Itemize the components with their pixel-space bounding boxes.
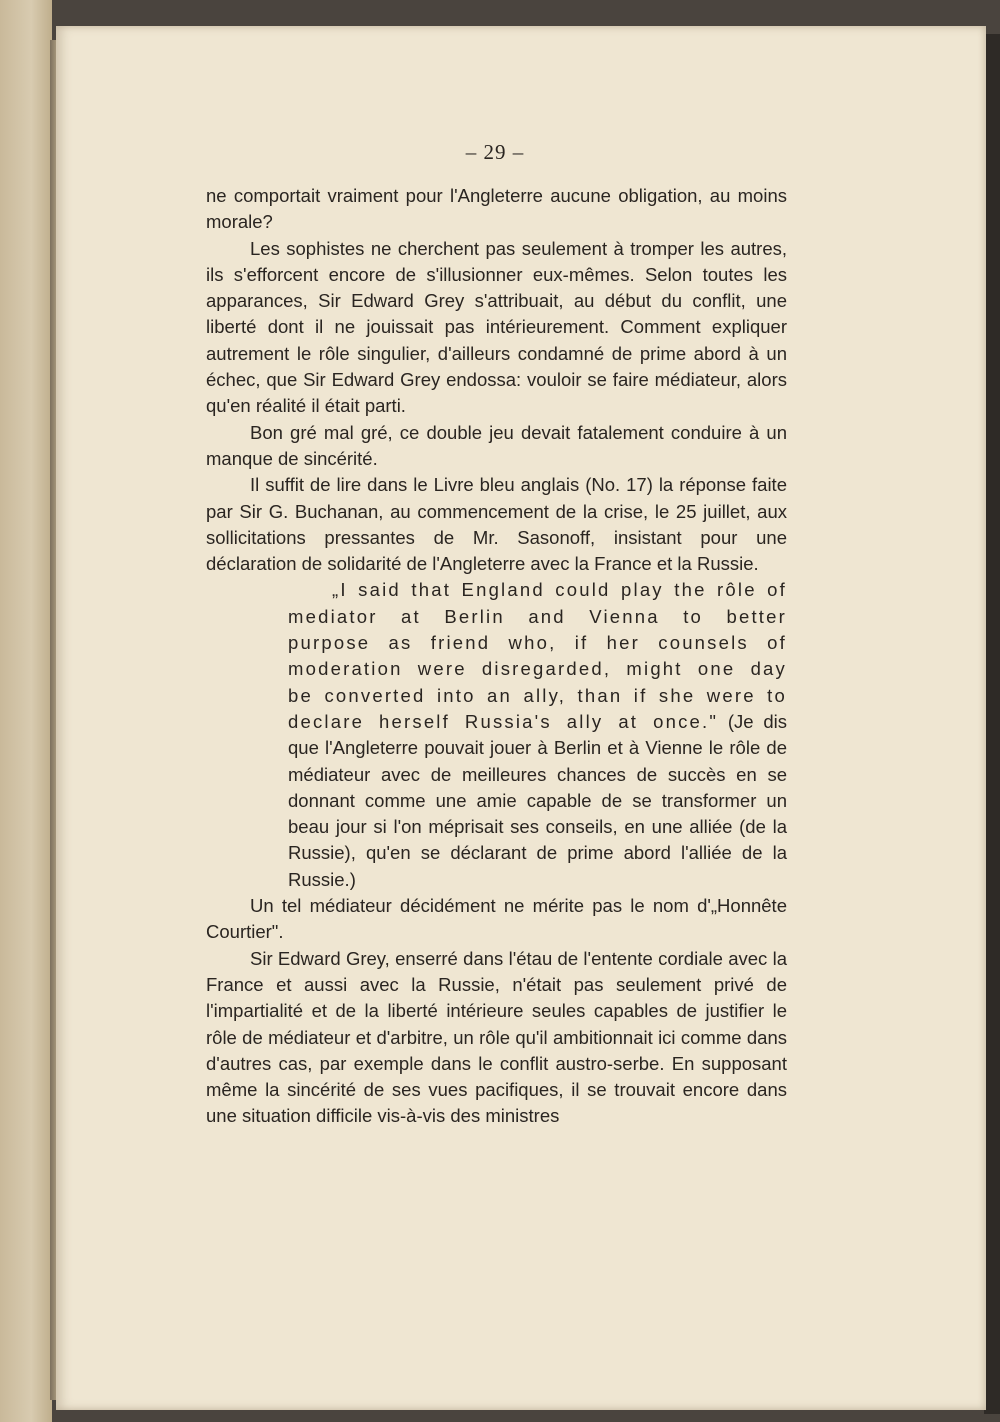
scan-background <box>984 34 1000 1414</box>
paragraph-continuation: ne comportait vraiment pour l'Angleterre aucune obligation, au moins morale? <box>206 185 787 233</box>
paragraph-buchanan: Il suffit de lire dans le Livre bleu anglais (No. 17) la réponse faite par Sir G. Buchanan, au commencement de la crise, le 25 juillet, aux sollicitations pressantes de Mr. Sasonoff, insistant pour une déclaration de solidarité de l'Angleterre avec la France et la Russie. <box>206 474 787 575</box>
paragraph-sophistes: Les sophistes ne cherchent pas seulement à tromper les autres, ils s'efforcent encore de s'illusionner eux-mêmes. Selon toutes les apparances, Sir Edward Grey s'attribuait, au début du conflit, une liberté dont il ne jouissait pas intérieurement. Comment expliquer autrement le rôle singulier, d'ailleurs condamné de prime abord à un échec, que Sir Edward Grey endossa: vouloir se faire médiateur, alors qu'en réalité il était parti. <box>206 237 787 417</box>
previous-page-edge <box>0 0 52 1422</box>
page-number: – 29 – <box>465 140 525 164</box>
paragraph-entente-cordiale: Sir Edward Grey, enserré dans l'étau de l'entente cordiale avec la France et aussi avec la Russie, n'était pas seulement privé de l'impartialité et de la liberté intérieure seules capables de justifier le rôle de médiateur et d'arbitre, un rôle qu'il ambitionnait ici comme dans d'autres cas, par exemple dans le conflit austro-serbe. En supposant même la sincérité de ses vues pacifiques, il se trouvait encore dans une situation difficile vis-à-vis des ministres <box>206 947 787 1127</box>
paragraph-double-jeu: Bon gré mal gré, ce double jeu devait fatalement conduire à un manque de sincérité. <box>206 421 787 469</box>
block-quote <box>288 577 787 893</box>
quote-english: „I said that England could play the rôle of mediator at Berlin and Vienna to better purpose as friend who, if her counsels of moderation were disregarded, might one day be converted into an ally, than if she were to declare herself Russia's ally at once." <box>288 579 787 732</box>
page-body <box>206 183 787 1130</box>
paragraph-honnete-courtier: Un tel médiateur décidément ne mérite pas le nom d'„Honnête Courtier". <box>206 895 787 943</box>
quote-french-translation: (Je dis que l'Angleterre pouvait jouer à Berlin et à Vienne le rôle de médiateur avec de meilleures chances de succès en se donnant comme une amie capable de se transformer un beau jour si l'on méprisait ses conseils, en une alliée (de la Russie), qu'en se déclarant de prime abord l'alliée de la Russie.) <box>288 710 787 890</box>
